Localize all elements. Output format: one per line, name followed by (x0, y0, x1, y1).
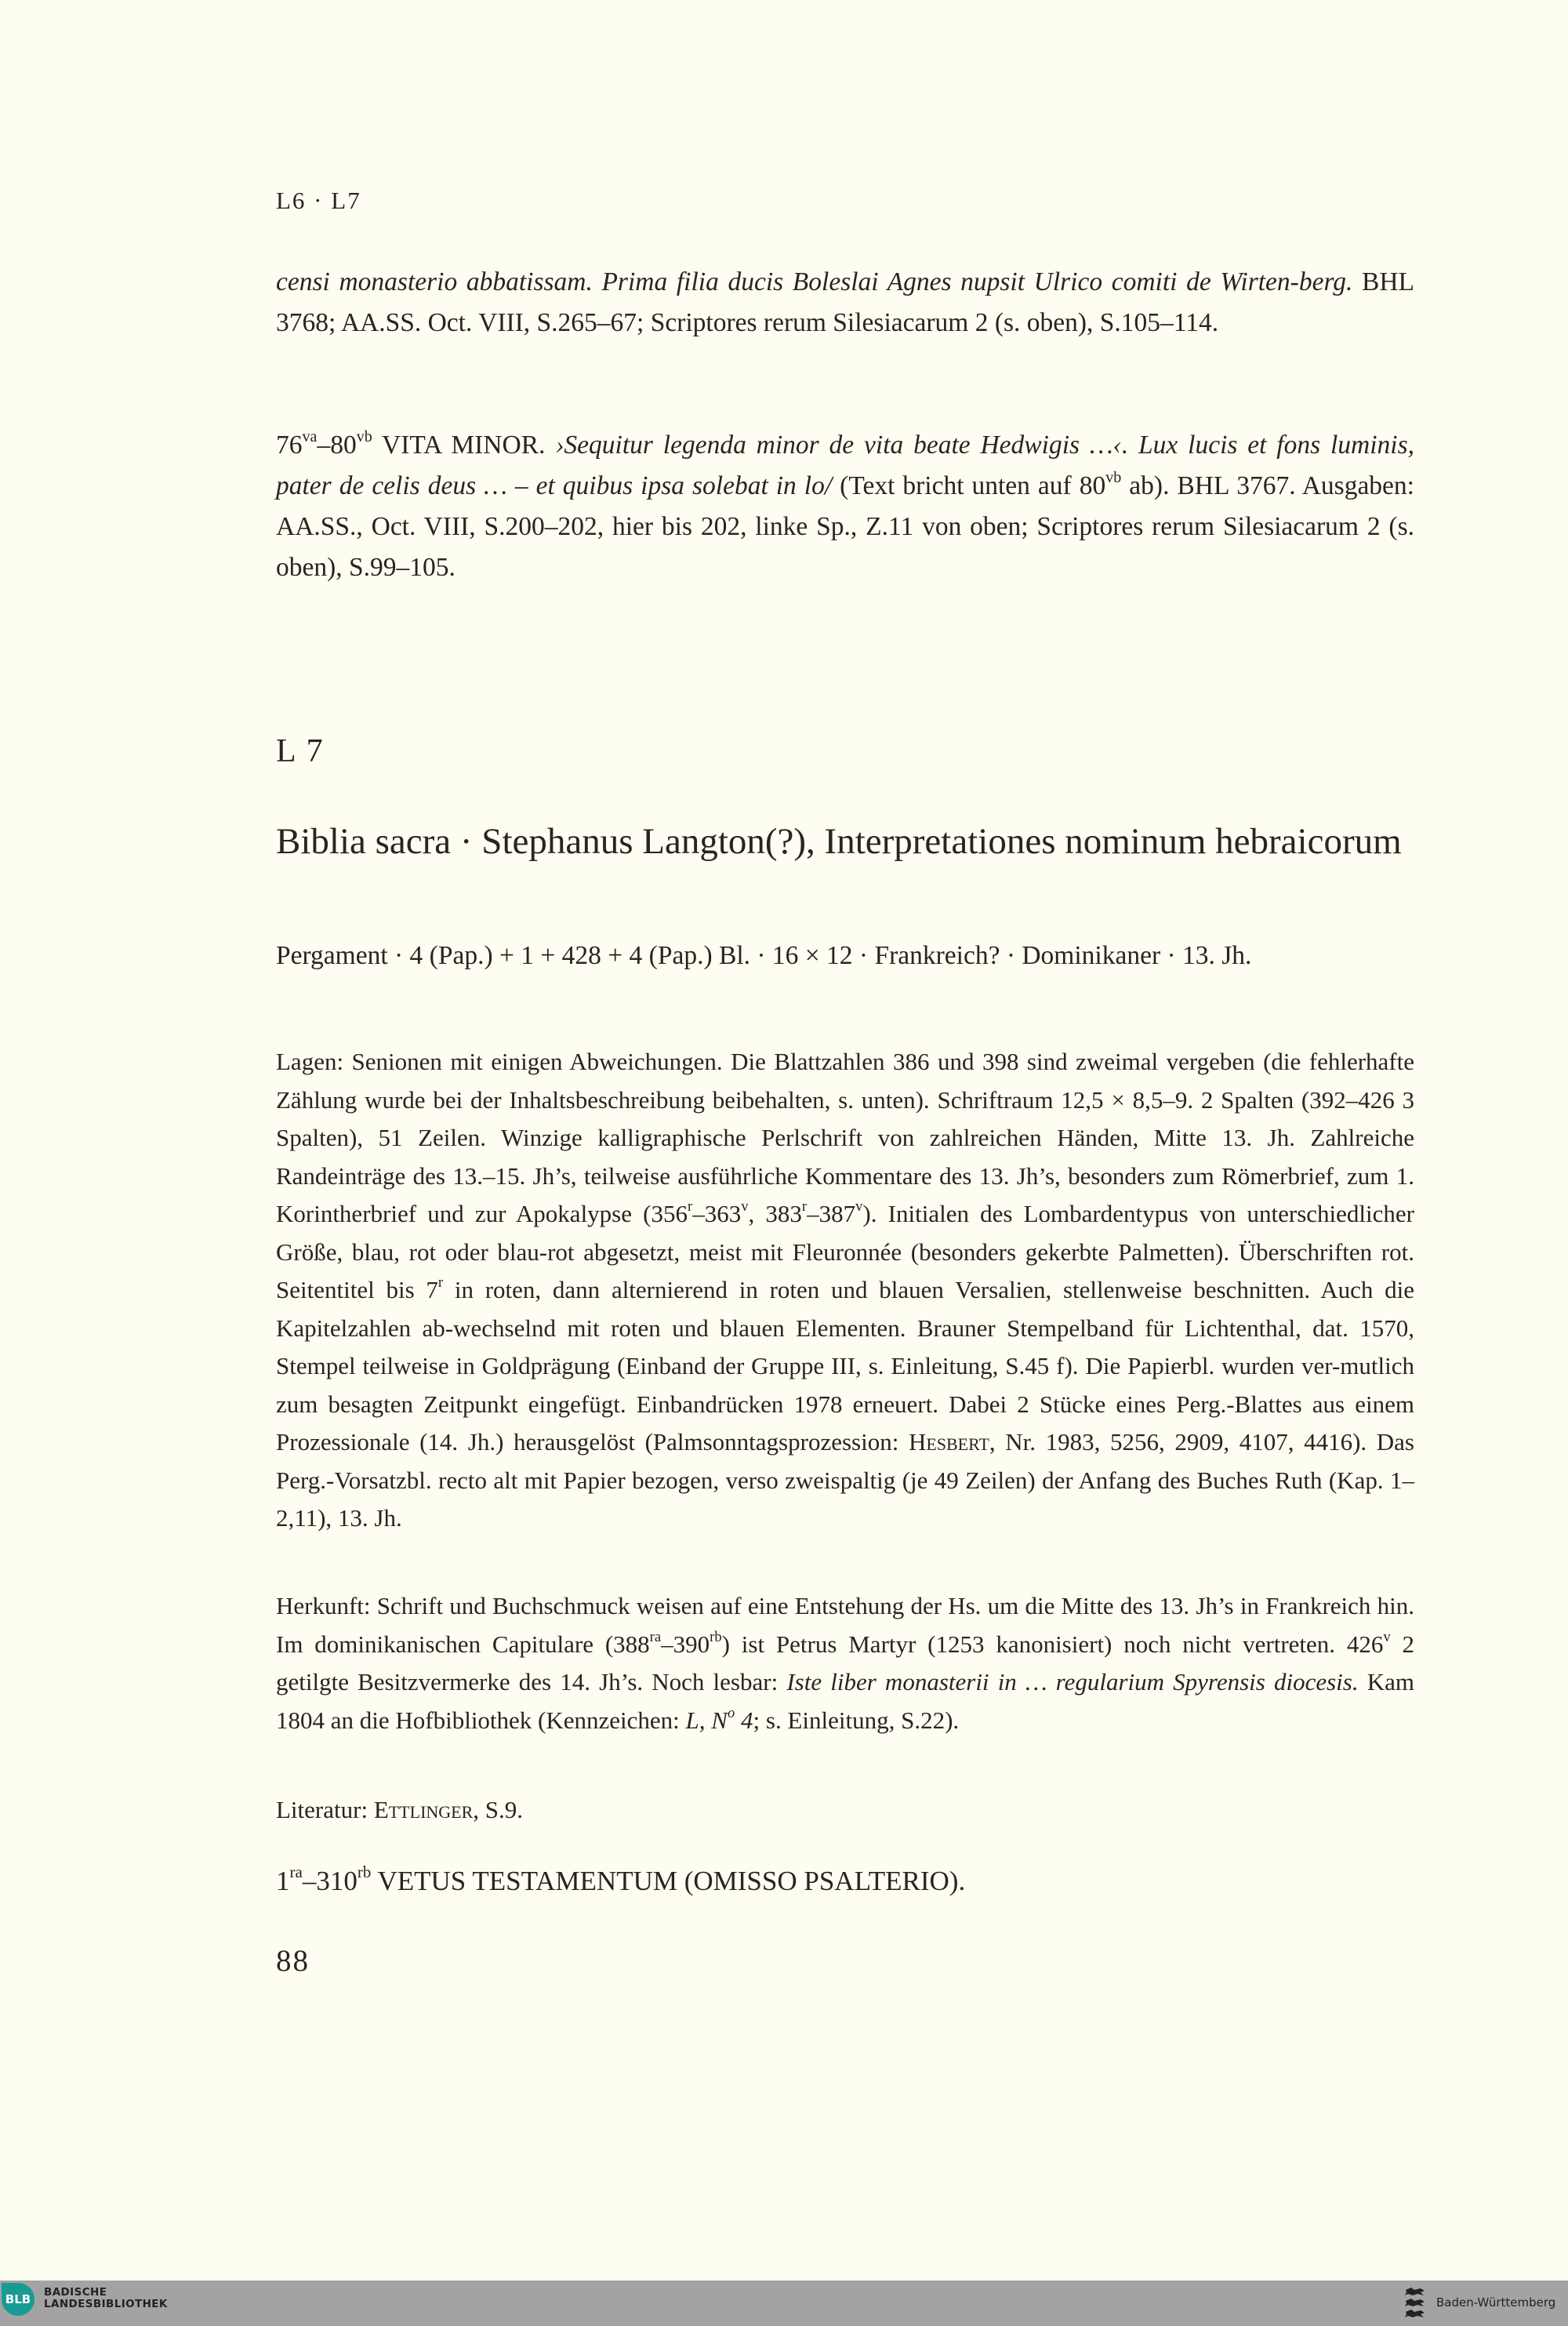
herkunft-text: Kam 1804 an die Hofbibliothek (Kennzeichen: (276, 1668, 1414, 1734)
herkunft-block (276, 1587, 1414, 1739)
folio-side: v (855, 1198, 863, 1216)
folio-side: ra (649, 1628, 662, 1645)
continuation-paragraph (276, 262, 1414, 343)
entry-title: Biblia sacra · Stephanus Langton(?), Interpretationes nominum hebraicorum (276, 821, 1402, 862)
literatur-ref: , S.9. (473, 1796, 524, 1823)
folio-side: r (801, 1198, 808, 1216)
folio-side: v (1383, 1628, 1391, 1645)
lagen-text: Lagen: Senionen mit einigen Abweichungen. Die Blattzahlen 386 und 398 sind zweimal vergeben (die fehlerhafte Zählung wurde bei der Inhaltsbeschreibung beibehalten, s. unten). Schriftraum 12,5 × 8,5–9. 2 Spalten (392–426 3 Spalten), 51 Zeilen. Winzige kalligraphische Perlschrift von zahlreichen Händen, Mitte 13. Jh. Zahlreiche Randeinträge des 13.–15. Jh’s, teilweise ausführliche Kommentare des 13. Jh’s, besonders zum Römerbrief, zum 1. Korintherbrief und zur Apokalypse (356 (276, 1048, 1414, 1227)
entry-id: L 7 (276, 733, 325, 769)
folio-start-side: ra (289, 1863, 303, 1882)
folio-start-side: va (302, 427, 318, 445)
herkunft-text: –390 (661, 1630, 710, 1658)
herkunft-text: 2 getilgte Besitzvermerke des 14. Jh’s. Noch lesbar: (276, 1630, 1415, 1695)
lagen-text: –387 (807, 1200, 856, 1227)
continuation-italic: censi monasterio abbatissam. Prima filia ducis Boleslai Agnes nupsit Ulrico comiti de Wirten-berg. (276, 267, 1353, 296)
lagen-text: ). Initialen des Lombardentypus von unterschiedlicher Größe, blau, rot oder blau-rot abgesetzt, meist mit Fleuronnée (besonders gekerbte Palmetten). Überschriften rot. Seitentitel bis 7 (276, 1200, 1414, 1303)
content-item-block (276, 1862, 1414, 1901)
state-name[interactable]: Baden-Württemberg (1436, 2295, 1556, 2310)
running-head: L6 · L7 (276, 187, 361, 214)
library-name-line1: BADISCHE (44, 2286, 107, 2299)
folio-end: 310 (316, 1866, 358, 1896)
item-references: ab). BHL 3767. Ausgaben: AA.SS., Oct. VIII, S.200–202, hier bis 202, linke Sp., Z.11 von oben; Scriptores rerum Silesiacarum 2 (s. oben), S.99–105. (276, 471, 1414, 582)
literatur-label: Literatur: (276, 1796, 374, 1823)
page-number-block (276, 1943, 1414, 1979)
folio-end-side: vb (356, 427, 372, 445)
folio-side: r (688, 1198, 693, 1216)
herkunft-paragraph (276, 1587, 1414, 1739)
continuation-references: BHL 3768; AA.SS. Oct. VIII, S.265–67; Scriptores rerum Silesiacarum 2 (s. oben), S.105–114. (276, 267, 1415, 337)
item-note-side: vb (1105, 468, 1122, 486)
content-item (276, 1862, 1414, 1901)
literatur-author: Ettlinger (373, 1796, 474, 1823)
lagen-text: in roten, dann alternierend in roten und blauen Versalien, stellenweise beschnitten. Auch die Kapitelzahlen ab-wechselnd mit roten und blauen Elementen. Brauner Stempelband für Lichtenthal, dat. 1570, Stempel teilweise in Goldprägung (Einband der Gruppe III, s. Einleitung, S.45 f). Die Papierbl. wurden ver-mutlich zum besagten Zeitpunkt eingefügt. Einbandrücken 1978 erneuert. Dabei 2 Stücke eines Perg.-Blattes aus einem Prozessionale (14. Jh.) herausgelöst (Palmsonntagsprozession: (276, 1276, 1414, 1456)
folio-dash: – (302, 1866, 317, 1896)
viewer-footer-bar (0, 2281, 1568, 2326)
folio-side: v (741, 1198, 749, 1216)
shelfmark-number: 4 (735, 1706, 753, 1734)
herkunft-text: Herkunft: Schrift und Buchschmuck weisen auf eine Entstehung der Hs. um die Mitte des 13. Jh’s in Frankreich hin. Im dominikanischen Capitulare (388 (276, 1592, 1414, 1658)
folio-side: rb (710, 1628, 722, 1645)
lions-coat-of-arms-icon (1403, 2285, 1427, 2321)
herkunft-text: ) ist Petrus Martyr (1253 kanonisiert) noch nicht vertreten. 426 (721, 1630, 1384, 1658)
library-name[interactable] (44, 2287, 168, 2310)
folio-start: 76 (276, 431, 303, 460)
content-heading: VETUS TESTAMENTUM (OMISSO PSALTERIO). (371, 1866, 966, 1896)
ownership-inscription: Iste liber monasterii in … regularium Spyrensis diocesis. (786, 1668, 1359, 1695)
item-heading: VITA MINOR. (372, 431, 556, 460)
entry-meta: Pergament · 4 (Pap.) + 1 + 428 + 4 (Pap.) Bl. · 16 × 12 · Frankreich? · Dominikaner · 13. Jh. (276, 941, 1252, 970)
lagen-paragraph (276, 1043, 1414, 1538)
shelfmark-label: L, N (685, 1706, 728, 1734)
folio-side: r (437, 1274, 444, 1292)
folio-end: 80 (330, 431, 357, 460)
entry-title-block (276, 819, 1414, 864)
entry-meta-block (276, 936, 1414, 976)
lagen-text: –363 (692, 1200, 742, 1227)
folio-dash: – (317, 431, 331, 460)
lagen-text: , Nr. 1983, 5256, 2909, 4107, 4416). Das Perg.-Vorsatzbl. recto alt mit Papier bezogen, verso zweispaltig (je 49 Zeilen) der Anfang des Buches Ruth (Kap. 1–2,11), 13. Jh. (276, 1428, 1414, 1532)
previous-entry-continuation (276, 262, 1414, 343)
lagen-block (276, 1043, 1414, 1538)
author-hesbert: Hesbert (908, 1428, 989, 1456)
library-name-line2: LANDESBIBLIOTHEK (44, 2297, 168, 2310)
entry-id-block (276, 732, 1414, 770)
item-incipit: ›Sequitur legenda minor de vita beate Hedwigis …‹. Lux lucis et fons luminis, pater de celis deus … – et quibus ipsa solebat in lo/ (276, 431, 1414, 500)
item-note: (Text bricht unten auf 80 (832, 471, 1106, 500)
blb-logo-icon[interactable]: BLB (2, 2283, 34, 2316)
literatur-block (276, 1791, 1414, 1830)
folio-end-side: rb (357, 1863, 372, 1882)
lagen-text: , 383 (748, 1200, 802, 1227)
number-sign-sup: o (727, 1704, 735, 1721)
vita-minor-paragraph (276, 425, 1414, 588)
page-number: 88 (276, 1944, 310, 1978)
literatur-paragraph (276, 1791, 1414, 1830)
vita-minor-item (276, 425, 1414, 588)
folio-start: 1 (276, 1866, 290, 1896)
herkunft-text: ; s. Einleitung, S.22). (753, 1706, 960, 1734)
